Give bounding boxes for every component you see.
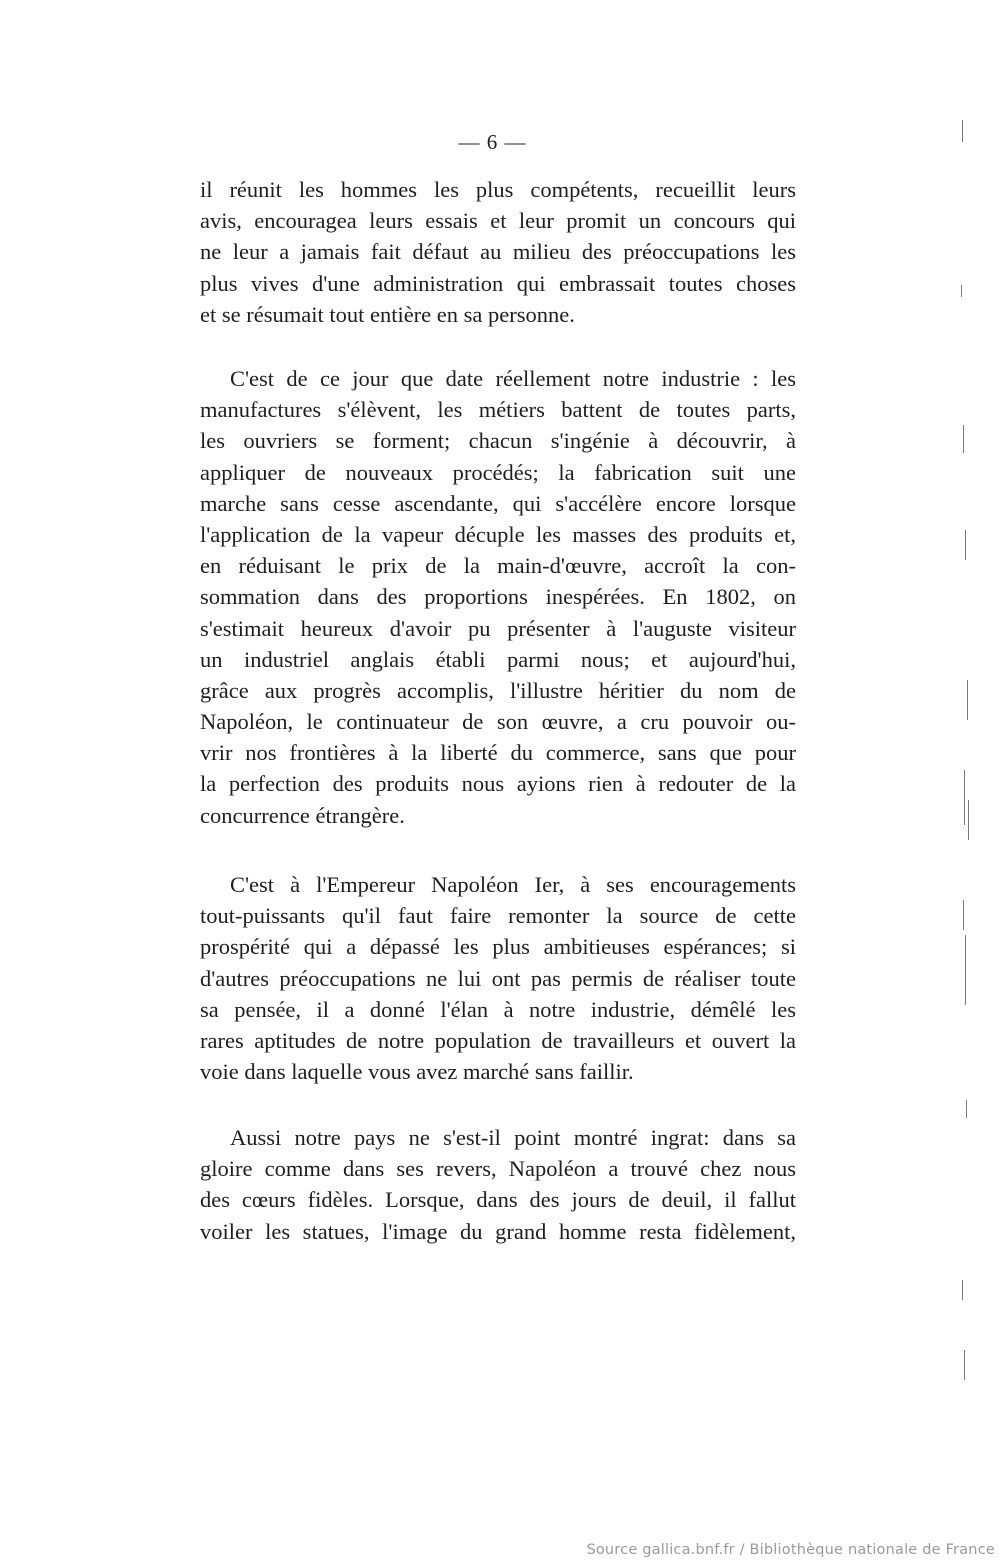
text-line: concurrence étrangère.	[200, 802, 405, 828]
text-line: avis, encouragea leurs essais et leur promit un concours qui	[200, 208, 796, 234]
text-line: en réduisant le prix de la main-d'œuvre, accroît la con-	[200, 553, 796, 579]
text-line: rares aptitudes de notre population de travailleurs et ouvert la	[200, 1027, 796, 1053]
text-line: manufactures s'élèvent, les métiers battent de toutes parts,	[200, 397, 796, 423]
text-line: sa pensée, il a donné l'élan à notre industrie, démêlé les	[200, 996, 796, 1022]
text-line: l'application de la vapeur décuple les masses des produits et,	[200, 521, 796, 547]
text-line: un industriel anglais établi parmi nous; et aujourd'hui,	[200, 646, 796, 672]
paragraph-2	[200, 363, 796, 831]
text-line: C'est de ce jour que date réellement notre industrie : les	[230, 366, 796, 391]
paragraph-1	[200, 174, 796, 330]
text-line: et se résumait tout entière en sa personne.	[200, 301, 575, 327]
page-number: — 6 —	[458, 130, 527, 154]
text-line: plus vives d'une administration qui embrassait toutes choses	[200, 270, 796, 296]
text-line: d'autres préoccupations ne lui ont pas permis de réaliser toute	[200, 965, 796, 991]
text-line: C'est à l'Empereur Napoléon Ier, à ses encouragements	[230, 872, 796, 897]
text-line: prospérité qui a dépassé les plus ambitieuses espérances; si	[200, 934, 796, 960]
text-line: s'estimait heureux d'avoir pu présenter à l'auguste visiteur	[200, 615, 796, 641]
text-line: Napoléon, le continuateur de son œuvre, a cru pouvoir ou-	[200, 709, 796, 735]
text-line: ne leur a jamais fait défaut au milieu des préoccupations les	[200, 239, 796, 265]
text-line: appliquer de nouveaux procédés; la fabrication suit une	[200, 459, 796, 485]
source-credit: Source gallica.bnf.fr / Bibliothèque nationale de France	[586, 1542, 995, 1558]
text-line: les ouvriers se forment; chacun s'ingénie à découvrir, à	[200, 428, 796, 454]
text-line: la perfection des produits nous ayions rien à redouter de la	[200, 771, 796, 797]
paragraph-3	[200, 869, 796, 1087]
text-line: voie dans laquelle vous avez marché sans faillir.	[200, 1059, 634, 1085]
text-line: il réunit les hommes les plus compétents, recueillit leurs	[200, 177, 796, 202]
text-line: gloire comme dans ses revers, Napoléon a trouvé chez nous	[200, 1156, 796, 1182]
text-line: des cœurs fidèles. Lorsque, dans des jours de deuil, il fallut	[200, 1187, 796, 1213]
text-line: sommation dans des proportions inespérées. En 1802, on	[200, 584, 796, 610]
text-line: voiler les statues, l'image du grand homme resta fidèlement,	[200, 1218, 796, 1244]
paragraph-4	[200, 1122, 796, 1247]
text-line: tout-puissants qu'il faut faire remonter la source de cette	[200, 903, 796, 929]
text-line: Aussi notre pays ne s'est-il point montré ingrat: dans sa	[230, 1125, 796, 1150]
text-line: marche sans cesse ascendante, qui s'accélère encore lorsque	[200, 490, 796, 516]
text-line: grâce aux progrès accomplis, l'illustre héritier du nom de	[200, 677, 796, 703]
text-line: vrir nos frontières à la liberté du commerce, sans que pour	[200, 740, 796, 766]
scan-edge-marks	[959, 110, 989, 1470]
